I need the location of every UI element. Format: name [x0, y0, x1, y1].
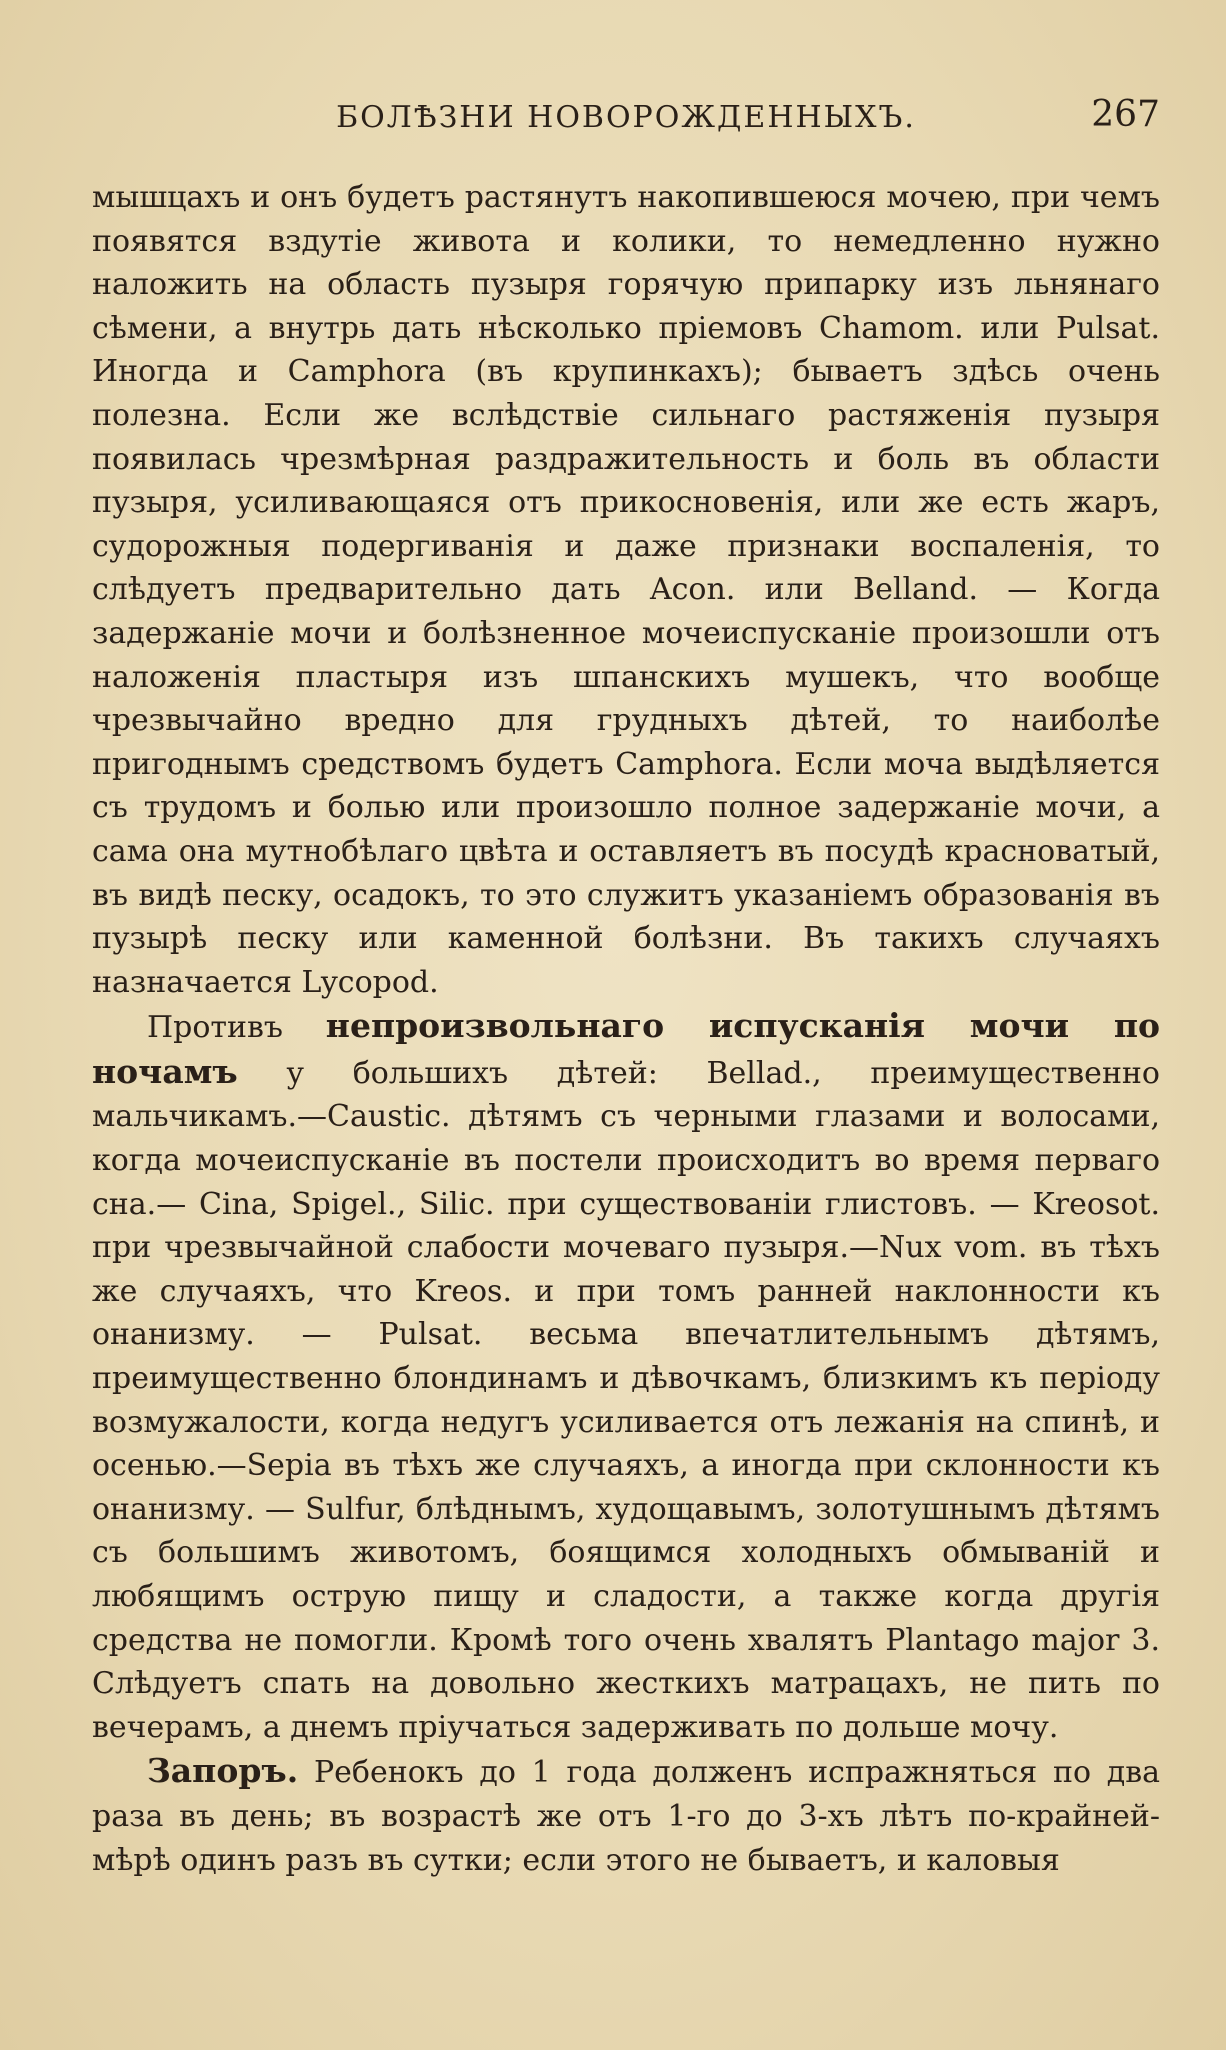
paragraph-urinary-retention — [92, 176, 1160, 1004]
paragraph-text: Ребенокъ до 1 года долженъ испражняться по два раза въ день; въ возрастѣ же отъ 1-го до 3-хъ лѣтъ по-крайней-мѣрѣ одинъ разъ въ сутки; если этого не бываетъ, и каловыя — [92, 1755, 1160, 1878]
paragraph-constipation — [92, 1749, 1160, 1882]
paragraph-lead: Противъ — [147, 1010, 283, 1046]
page-header — [92, 94, 1160, 144]
paragraph-enuresis — [92, 1004, 1160, 1749]
section-heading: непроизвольнаго испусканія мочи по ночамъ — [92, 1006, 1160, 1091]
page-body — [92, 176, 1160, 1882]
paragraph-text: мышцахъ и онъ будетъ растянутъ накопившеюся мочею, при чемъ появятся вздутіе живота и колики, то немедленно нужно наложить на область пузыря горячую припарку изъ льнянаго сѣмени, а внутрь дать нѣсколько пріемовъ Chamom. или Pulsat. Иногда и Camphora (въ крупинкахъ); бываетъ здѣсь очень полезна. Если же вслѣдствіе сильнаго растяженія пузыря появилась чрезмѣрная раздражительность и боль въ области пузыря, усиливающаяся отъ прикосновенія, или же есть жаръ, судорожныя подергиванія и даже признаки воспаленія, то слѣдуетъ предварительно дать Acon. или Belland. — Когда задержаніе мочи и болѣзненное мочеиспусканіе произошли отъ наложенія пластыря изъ шпанскихъ мушекъ, что вообще чрезвычайно вредно для грудныхъ дѣтей, то наиболѣе пригоднымъ средствомъ будетъ Camphora. Если моча выдѣляется съ трудомъ и болью или произошло полное задержаніе мочи, а сама она мутнобѣлаго цвѣта и оставляетъ въ посудѣ красноватый, въ видѣ песку, осадокъ, то это служитъ указаніемъ образованія въ пузырѣ песку или каменной болѣзни. Въ такихъ случаяхъ назначается Lycopod. — [92, 180, 1160, 1000]
section-heading: Запоръ. — [147, 1751, 299, 1791]
running-head: БОЛѢЗНИ НОВОРОЖДЕННЫХЪ. — [336, 100, 916, 135]
page-number: 267 — [1091, 94, 1160, 135]
paragraph-text: у большихъ дѣтей: Bellad., преимущественно мальчикамъ.—Caustic. дѣтямъ съ черными глазами и волосами, когда мочеиспусканіе въ постели происходитъ во время перваго сна.— Cina, Spigel., Silic. при существованіи глистовъ. — Kreosot. при чрезвычайной слабости мочеваго пузыря.—Nux vom. въ тѣхъ же случаяхъ, что Kreos. и при томъ ранней наклонности къ онанизму. — Pulsat. весьма впечатлительнымъ дѣтямъ, преимущественно блондинамъ и дѣвочкамъ, близкимъ къ періоду возмужалости, когда недугъ усиливается отъ лежанія на спинѣ, и осенью.—Sepia въ тѣхъ же случаяхъ, а иногда при склонности къ онанизму. — Sulfur, блѣднымъ, худощавымъ, золотушнымъ дѣтямъ съ большимъ животомъ, боящимся холодныхъ обмываній и любящимъ острую пищу и сладости, а также когда другія средства не помогли. Кромѣ того очень хвалятъ Plantago major 3. Слѣдуетъ спать на довольно жесткихъ матрацахъ, не пить по вечерамъ, а днемъ пріучаться задерживать по дольше мочу. — [92, 1055, 1160, 1745]
